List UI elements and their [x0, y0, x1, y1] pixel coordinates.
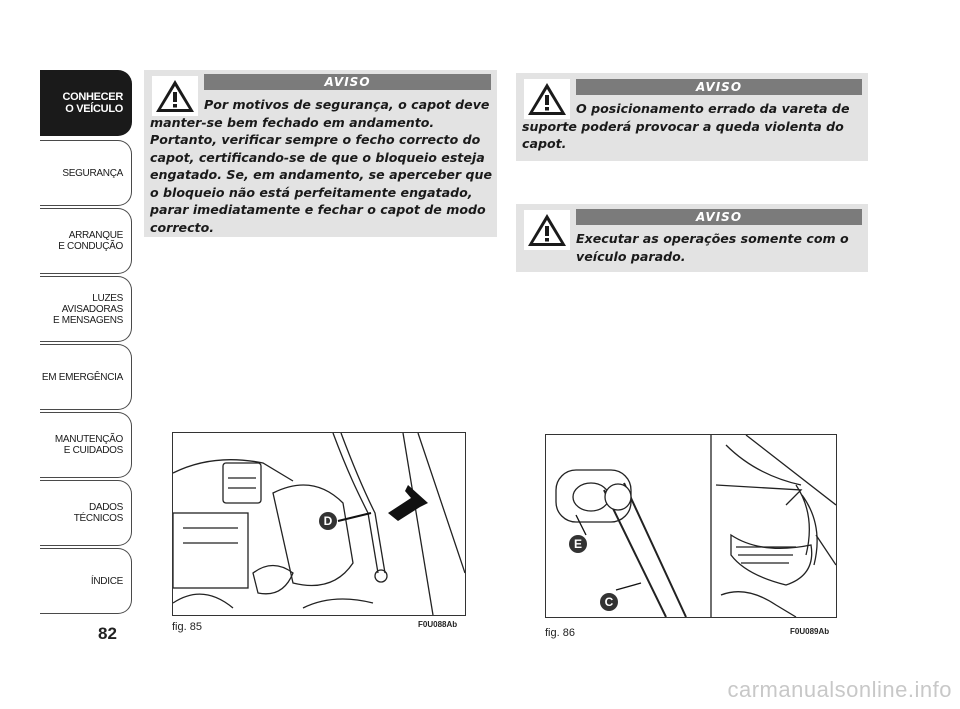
tab-indice[interactable]: ÍNDICE [40, 548, 132, 614]
tab-em-emergencia[interactable]: EM EMERGÊNCIA [40, 344, 132, 410]
figure-86-support-rod [545, 434, 837, 618]
warning-triangle-icon [524, 210, 570, 250]
warning-text: O posicionamento errado da vareta de suporte poderá provocar a queda violenta do capot. [522, 101, 850, 151]
tab-arranque-e-conducao[interactable]: ARRANQUE E CONDUÇÃO [40, 208, 132, 274]
tab-manutencao-e-cuidados[interactable]: MANUTENÇÃO E CUIDADOS [40, 412, 132, 478]
watermark: carmanualsonline.info [727, 677, 952, 702]
figure-85-label: fig. 85 [172, 621, 202, 633]
tab-conhecer-o-veiculo[interactable]: CONHECER O VEÍCULO [40, 70, 132, 136]
callout-e: E [569, 535, 587, 553]
figure-86-label: fig. 86 [545, 627, 575, 639]
figure-85-hood-latch [172, 432, 466, 616]
warning-title: AVISO [204, 74, 491, 90]
warning-box-vareta [516, 73, 868, 161]
figure-86-code: F0U089Ab [790, 627, 830, 636]
warning-title: AVISO [576, 209, 862, 225]
support-rod-illustration [546, 435, 836, 617]
callout-d: D [319, 512, 337, 530]
warning-box-veiculo-parado [516, 204, 868, 272]
warning-text: Executar as operações somente com o veículo parado. [576, 231, 849, 264]
figure-85-code: F0U088Ab [418, 620, 458, 629]
page-number: 82 [98, 624, 117, 643]
tab-seguranca[interactable]: SEGURANÇA [40, 140, 132, 206]
warning-title: AVISO [576, 79, 862, 95]
warning-text: Por motivos de segurança, o capot deve manter-se bem fechado em andamento. Portanto, verificar sempre o fecho correcto do capot, certificando-se de que o bloqueio esteja engatado. Se, em andamento, se aperceber que o bloqueio não está perfeitamente engatado, parar imediatamente e fechar o capot de modo correcto. [150, 97, 493, 235]
tab-dados-tecnicos[interactable]: DADOS TÉCNICOS [40, 480, 132, 546]
callout-c: C [600, 593, 618, 611]
tab-luzes-avisadoras[interactable]: LUZES AVISADORAS E MENSAGENS [40, 276, 132, 342]
warning-box-capot-fecho [144, 70, 497, 237]
